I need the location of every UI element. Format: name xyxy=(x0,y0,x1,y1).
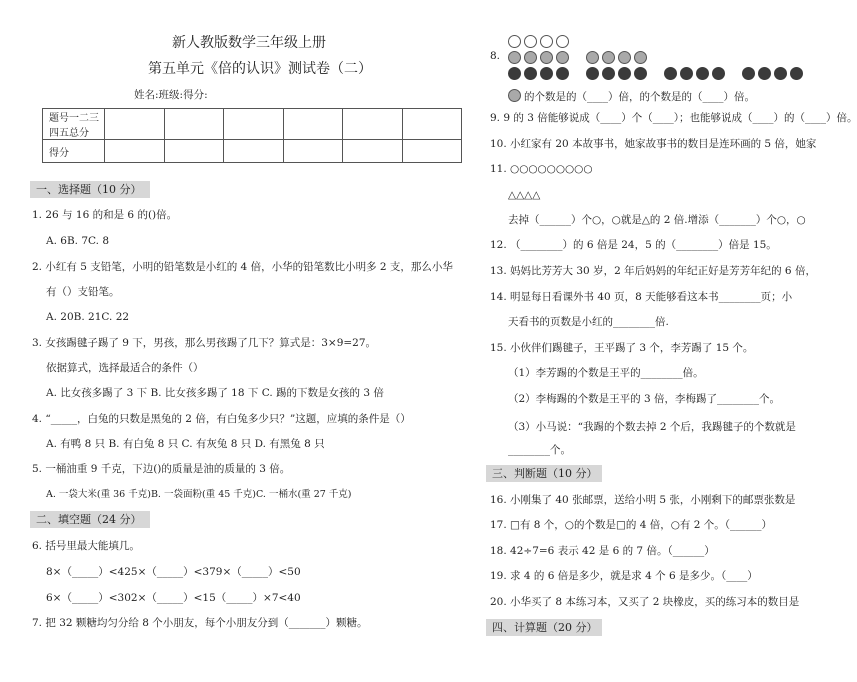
question-2-cont: 有（）支铅笔。 xyxy=(46,286,120,298)
question-3: 3. 女孩踢毽子踢了 9 下，男孩，那么男孩踢了几下？算式是：3×9=27。 xyxy=(32,337,377,349)
grey-circle-icon xyxy=(602,51,615,64)
question-14-cont: 天看书的页数是小红的________倍. xyxy=(508,316,669,328)
page-title: 新人教版数学三年级上册 xyxy=(172,35,326,51)
dark-circle-icon xyxy=(618,67,631,80)
score-cell xyxy=(283,109,343,140)
section-heading-calc: 四、计算题（20 分） xyxy=(486,619,602,636)
question-14: 14. 明显每日看课外书 40 页，8 天能够看这本书________页；小 xyxy=(490,291,793,303)
question-8-text xyxy=(508,88,755,103)
question-3-cont: 依据算式，选择最适合的条件（） xyxy=(46,362,204,374)
grey-circle-icon xyxy=(540,51,553,64)
section-heading-judge: 三、判断题（10 分） xyxy=(486,465,602,482)
question-10: 10. 小红家有 20 本故事书，她家故事书的数目是连环画的 5 倍，她家 xyxy=(490,138,817,150)
dark-circle-icon xyxy=(790,67,803,80)
section-heading-choice: 一、选择题（10 分） xyxy=(30,181,150,198)
grey-circle-icon xyxy=(524,51,537,64)
question-15-part-3-cont: ________个。 xyxy=(508,444,571,456)
score-header-cell: 题号一二三四五总分 xyxy=(43,109,105,140)
question-13: 13. 妈妈比芳芳大 30 岁，2 年后妈妈的年纪正好是芳芳年纪的 6 倍， xyxy=(490,265,816,277)
dark-circle-icon xyxy=(540,67,553,80)
question-6-line-a: 8×（_____）<425×（_____）<379×（_____）<50 xyxy=(46,566,301,578)
dark-circle-icon xyxy=(602,67,615,80)
question-4-options: A. 有鸭 8 只 B. 有白兔 8 只 C. 有灰兔 8 只 D. 有黑兔 8 只 xyxy=(46,438,325,450)
dark-circle-icon xyxy=(556,67,569,80)
dark-circle-icon xyxy=(508,67,521,80)
question-20: 20. 小华买了 8 本练习本，又买了 2 块橡皮，买的练习本的数目是 xyxy=(490,596,800,608)
score-cell xyxy=(164,109,224,140)
question-1: 1. 26 与 16 的和是 6 的()倍。 xyxy=(32,209,178,221)
score-cell xyxy=(105,109,165,140)
score-cell xyxy=(402,140,462,163)
score-cell xyxy=(343,109,403,140)
grey-circle-icon xyxy=(618,51,631,64)
q8-row-dark xyxy=(508,66,806,80)
grey-circle-icon xyxy=(556,51,569,64)
question-6-line-b: 6×（_____）<302×（_____）<15（_____）×7<40 xyxy=(46,592,301,604)
score-label-cell: 得分 xyxy=(43,140,105,163)
question-12: 12. （________）的 6 倍是 24，5 的（________）倍是 15。 xyxy=(490,239,777,251)
dark-circle-icon xyxy=(680,67,693,80)
score-cell xyxy=(343,140,403,163)
empty-circle-icon xyxy=(556,35,569,48)
question-9: 9. 9 的 3 倍能够说成（____）个（____）；也能够说成（____）的（____）倍。 xyxy=(490,112,857,124)
score-cell xyxy=(402,109,462,140)
page-subtitle: 第五单元《倍的认识》测试卷（二） xyxy=(148,61,372,77)
grey-circle-icon xyxy=(634,51,647,64)
score-table-row xyxy=(43,109,462,140)
question-2: 2. 小红有 5 支铅笔，小明的铅笔数是小红的 4 倍，小华的铅笔数比小明多 2 支，那么小华 xyxy=(32,261,453,273)
question-18: 18. 42÷7=6 表示 42 是 6 的 7 倍。（______） xyxy=(490,545,715,557)
question-16: 16. 小刚集了 40 张邮票，送给小明 5 张，小刚剩下的邮票张数是 xyxy=(490,494,796,506)
question-8-number: 8. xyxy=(490,50,501,62)
score-table-row xyxy=(43,140,462,163)
dark-circle-icon xyxy=(586,67,599,80)
dark-circle-icon xyxy=(712,67,725,80)
q8-row-grey xyxy=(508,50,650,64)
question-2-options: A. 20B. 21C. 22 xyxy=(46,311,130,323)
question-15: 15. 小伙伴们踢毽子，王平踢了 3 个，李芳踢了 15 个。 xyxy=(490,342,754,354)
empty-circle-icon xyxy=(540,35,553,48)
question-15-part-1: （1）李芳踢的个数是王平的________倍。 xyxy=(508,367,704,379)
question-19: 19. 求 4 的 6 倍是多少，就是求 4 个 6 是多少。（____） xyxy=(490,570,758,582)
grey-circle-icon xyxy=(508,89,521,102)
grey-circle-icon xyxy=(586,51,599,64)
dark-circle-icon xyxy=(758,67,771,80)
score-cell xyxy=(224,109,284,140)
q8-row-empty xyxy=(508,34,572,48)
grey-circle-icon xyxy=(508,51,521,64)
dark-circle-icon xyxy=(774,67,787,80)
empty-circle-icon xyxy=(508,35,521,48)
question-11: 11. ○○○○○○○○○ xyxy=(490,163,593,175)
score-cell xyxy=(283,140,343,163)
question-1-options: A. 6B. 7C. 8 xyxy=(46,235,110,247)
question-11-triangles: △△△△ xyxy=(508,189,541,201)
dark-circle-icon xyxy=(664,67,677,80)
score-table xyxy=(42,108,462,163)
dark-circle-icon xyxy=(742,67,755,80)
question-17: 17. □有 8 个，○的个数是□的 4 倍，○有 2 个。（______） xyxy=(490,519,773,531)
empty-circle-icon xyxy=(524,35,537,48)
question-8-label: 的个数是的（____）倍，的个数是的（____）倍。 xyxy=(524,90,755,103)
question-6: 6. 括号里最大能填几。 xyxy=(32,540,140,552)
dark-circle-icon xyxy=(696,67,709,80)
question-5: 5. 一桶油重 9 千克，下边()的质量是油的质量的 3 倍。 xyxy=(32,463,291,475)
question-4: 4. “_____，白兔的只数是黑兔的 2 倍，有白兔多少只？”这题，应填的条件是（） xyxy=(32,413,411,425)
section-heading-fill: 二、填空题（24 分） xyxy=(30,511,150,528)
question-11-cont: 去掉（______）个○，○就是△的 2 倍.增添（_______）个○，○ xyxy=(508,214,806,226)
dark-circle-icon xyxy=(524,67,537,80)
question-5-options: A. 一袋大米(重 36 千克)B. 一袋面粉(重 45 千克)C. 一桶水(重 27 千克) xyxy=(46,489,352,500)
question-15-part-2: （2）李梅踢的个数是王平的 3 倍，李梅踢了________个。 xyxy=(508,393,781,405)
score-cell xyxy=(224,140,284,163)
score-cell xyxy=(164,140,224,163)
question-3-options: A. 比女孩多踢了 3 下 B. 比女孩多踢了 18 下 C. 踢的下数是女孩的 3 倍 xyxy=(46,387,384,399)
question-15-part-3: （3）小马说：“我踢的个数去掉 2 个后，我踢毽子的个数就是 xyxy=(508,421,796,433)
question-7: 7. 把 32 颗糖均匀分给 8 个小朋友，每个小朋友分到（_______）颗糖。 xyxy=(32,617,368,629)
score-cell xyxy=(105,140,165,163)
name-line: 姓名:班级:得分: xyxy=(134,89,208,101)
dark-circle-icon xyxy=(634,67,647,80)
